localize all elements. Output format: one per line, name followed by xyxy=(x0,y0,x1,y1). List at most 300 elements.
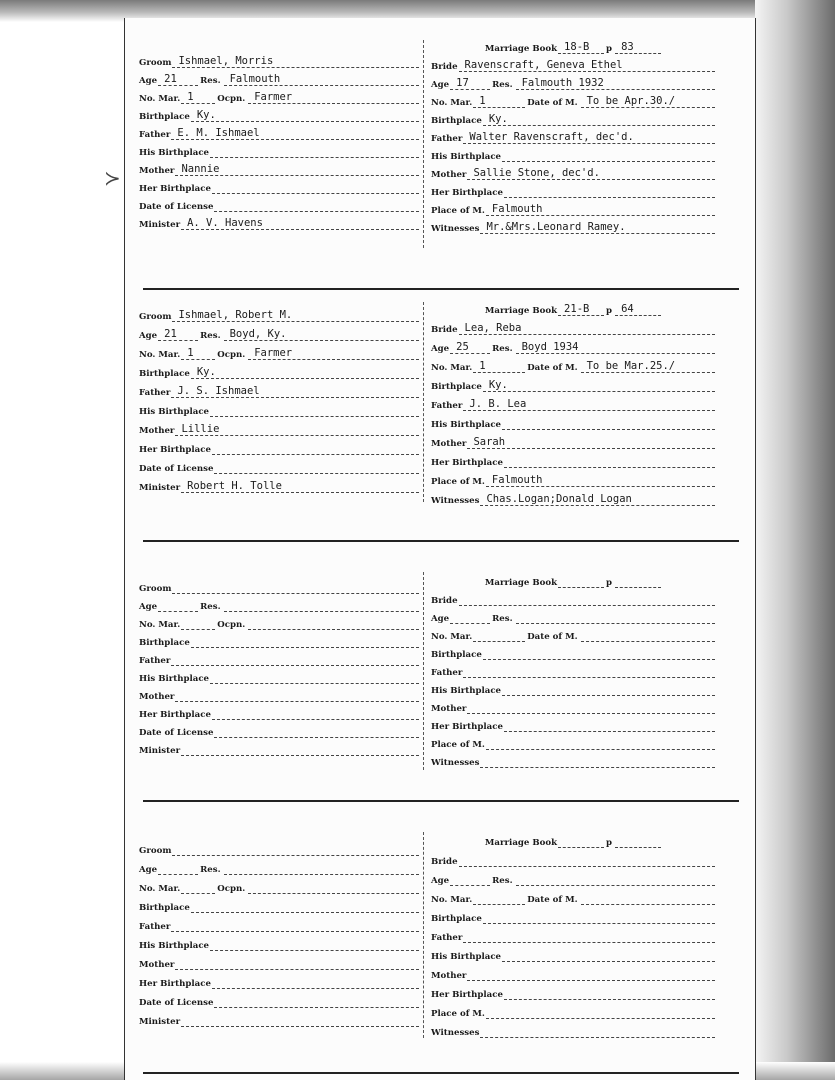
groom-row xyxy=(139,52,419,68)
column-divider xyxy=(423,832,424,1038)
date-of-license-row xyxy=(139,458,419,474)
no-mar-label: No. Mar. xyxy=(431,98,473,108)
age-label: Age xyxy=(139,865,158,875)
bride-mother-row xyxy=(431,965,715,981)
minister-label: Minister xyxy=(139,1017,181,1027)
place-of-m-row xyxy=(431,734,715,750)
groom-row xyxy=(139,578,419,594)
no-mar-label: No. Mar. xyxy=(139,94,181,104)
groom-her-birthplace-value xyxy=(212,719,419,720)
res-label: Res. xyxy=(200,76,221,86)
groom-label: Groom xyxy=(139,312,172,322)
marriage-book-label: Marriage Book xyxy=(484,44,558,54)
bride-name-value: Ravenscraft, Geneva Ethel xyxy=(459,59,715,72)
his-birthplace-label: His Birthplace xyxy=(431,152,502,162)
groom-no-mar-value: 1 xyxy=(181,91,215,104)
bride-her-birthplace-value xyxy=(504,197,715,198)
birthplace-label: Birthplace xyxy=(139,369,190,379)
bride-her-birthplace-row xyxy=(431,984,715,1000)
groom-birthplace-value: Ky. xyxy=(191,109,419,122)
bride-row xyxy=(431,590,715,606)
groom-ocpn-value: Farmer xyxy=(248,91,419,104)
date-of-m-label: Date of M. xyxy=(527,98,578,108)
her-birthplace-label: Her Birthplace xyxy=(139,710,211,720)
her-birthplace-label: Her Birthplace xyxy=(139,184,211,194)
groom-no-mar-value xyxy=(181,893,215,894)
groom-res-value: Falmouth xyxy=(224,73,419,86)
bride-birthplace-value xyxy=(483,659,715,660)
witnesses-label: Witnesses xyxy=(431,496,480,506)
column-divider xyxy=(423,40,424,248)
groom-mother-value xyxy=(175,969,419,970)
her-birthplace-row xyxy=(139,178,419,194)
groom-name-value xyxy=(172,855,419,856)
date-of-marriage-value xyxy=(581,904,715,905)
groom-mother-value: Nannie xyxy=(175,163,419,176)
groom-label: Groom xyxy=(139,584,172,594)
minister-value: Robert H. Tolle xyxy=(181,480,419,493)
groom-name-value: Ishmael, Morris xyxy=(172,55,419,68)
marriage-book-page-value xyxy=(615,587,661,588)
groom-birthplace-value: Ky. xyxy=(191,366,419,379)
witnesses-label: Witnesses xyxy=(431,224,480,234)
bride-no-mar-value xyxy=(473,641,525,642)
groom-name-value: Ishmael, Robert M. xyxy=(172,309,419,322)
father-label: Father xyxy=(431,668,463,678)
ocpn-label: Ocpn. xyxy=(217,884,246,894)
bride-his-birthplace-row xyxy=(431,414,715,430)
bride-father-value xyxy=(463,677,715,678)
bride-father-row xyxy=(431,128,715,144)
place-of-marriage-value: Falmouth xyxy=(486,203,715,216)
bride-age-res-row xyxy=(431,870,715,886)
her-birthplace-label: Her Birthplace xyxy=(431,990,503,1000)
minister-label: Minister xyxy=(139,746,181,756)
res-label: Res. xyxy=(492,876,513,886)
bride-res-value xyxy=(516,623,715,624)
bride-no-mar-row xyxy=(431,626,715,642)
marriage-book-row xyxy=(431,38,715,54)
minister-row xyxy=(139,740,419,756)
birthplace-label: Birthplace xyxy=(431,116,482,126)
her-birthplace-row xyxy=(139,704,419,720)
bride-mother-row xyxy=(431,433,715,449)
no-mar-label: No. Mar. xyxy=(431,363,473,373)
bride-his-birthplace-value xyxy=(502,695,715,696)
bride-father-value xyxy=(463,942,715,943)
witnesses-row xyxy=(431,752,715,768)
bride-father-row xyxy=(431,927,715,943)
groom-his-birthplace-value xyxy=(210,950,419,951)
his-birthplace-row xyxy=(139,142,419,158)
marriage-book-page-value: 83 xyxy=(615,41,661,54)
bride-row xyxy=(431,319,715,335)
date-of-license-value xyxy=(214,737,419,738)
groom-age-value xyxy=(158,874,198,875)
date-of-license-value xyxy=(214,211,419,212)
bride-res-value: Boyd 1934 xyxy=(516,341,715,354)
bride-age-value: 17 xyxy=(450,77,490,90)
marriage-book-label: Marriage Book xyxy=(484,306,558,316)
groom-ocpn-value xyxy=(248,893,419,894)
bride-res-value xyxy=(516,885,715,886)
bride-her-birthplace-row xyxy=(431,452,715,468)
groom-name-value xyxy=(172,593,419,594)
age-res-row xyxy=(139,325,419,341)
marriage-book-label: Marriage Book xyxy=(484,578,558,588)
date-of-m-label: Date of M. xyxy=(527,363,578,373)
bride-mother-value: Sallie Stone, dec'd. xyxy=(467,167,715,180)
place-of-m-label: Place of M. xyxy=(431,1009,485,1019)
his-birthplace-row xyxy=(139,668,419,684)
birthplace-label: Birthplace xyxy=(431,914,482,924)
birthplace-label: Birthplace xyxy=(431,650,482,660)
groom-row xyxy=(139,306,419,322)
bride-label: Bride xyxy=(431,857,458,867)
his-birthplace-label: His Birthplace xyxy=(431,420,502,430)
witnesses-value: Chas.Logan;Donald Logan xyxy=(480,493,715,506)
groom-res-value: Boyd, Ky. xyxy=(224,328,419,341)
res-label: Res. xyxy=(492,344,513,354)
marriage-book-value: 18-B xyxy=(558,41,604,54)
marriage-book-row xyxy=(431,300,715,316)
marriage-book-row xyxy=(431,832,715,848)
groom-his-birthplace-value xyxy=(210,416,419,417)
date-of-license-value xyxy=(214,1007,419,1008)
father-label: Father xyxy=(139,130,171,140)
minister-value: A. V. Havens xyxy=(181,217,419,230)
father-label: Father xyxy=(139,656,171,666)
bride-age-value: 25 xyxy=(450,341,490,354)
bride-birthplace-row xyxy=(431,376,715,392)
witnesses-label: Witnesses xyxy=(431,758,480,768)
marriage-record-4 xyxy=(125,824,755,1054)
bride-birthplace-row xyxy=(431,908,715,924)
groom-label: Groom xyxy=(139,58,172,68)
bride-father-row xyxy=(431,395,715,411)
column-divider xyxy=(423,302,424,502)
no-mar-label: No. Mar. xyxy=(139,350,181,360)
father-label: Father xyxy=(431,401,463,411)
groom-his-birthplace-value xyxy=(210,683,419,684)
groom-his-birthplace-value xyxy=(210,157,419,158)
birthplace-row xyxy=(139,363,419,379)
ocpn-label: Ocpn. xyxy=(217,350,246,360)
witnesses-row xyxy=(431,490,715,506)
bride-name-value xyxy=(459,866,715,867)
groom-father-value: E. M. Ishmael xyxy=(171,127,419,140)
groom-father-value xyxy=(171,931,419,932)
place-of-m-row xyxy=(431,471,715,487)
age-res-row xyxy=(139,70,419,86)
age-label: Age xyxy=(431,614,450,624)
groom-father-value xyxy=(171,665,419,666)
birthplace-label: Birthplace xyxy=(139,112,190,122)
bride-her-birthplace-row xyxy=(431,716,715,732)
her-birthplace-label: Her Birthplace xyxy=(139,979,211,989)
mother-label: Mother xyxy=(431,170,467,180)
bride-his-birthplace-row xyxy=(431,146,715,162)
groom-res-value xyxy=(224,874,419,875)
bride-mother-value: Sarah xyxy=(467,436,715,449)
date-of-license-label: Date of License xyxy=(139,464,214,474)
bride-her-birthplace-value xyxy=(504,999,715,1000)
minister-row xyxy=(139,1011,419,1027)
witnesses-value: Mr.&Mrs.Leonard Ramey. xyxy=(480,221,715,234)
record-separator xyxy=(143,1072,739,1074)
his-birthplace-row xyxy=(139,401,419,417)
ocpn-label: Ocpn. xyxy=(217,620,246,630)
mother-row xyxy=(139,160,419,176)
bride-name-value xyxy=(459,605,715,606)
res-label: Res. xyxy=(200,331,221,341)
marriage-book-page-value: 64 xyxy=(615,303,661,316)
groom-her-birthplace-value xyxy=(212,988,419,989)
witnesses-row xyxy=(431,218,715,234)
bride-her-birthplace-value xyxy=(504,731,715,732)
marriage-book-row xyxy=(431,572,715,588)
father-label: Father xyxy=(139,922,171,932)
marriage-record-2 xyxy=(125,294,755,534)
bride-birthplace-value: Ky. xyxy=(483,379,715,392)
no-mar-label: No. Mar. xyxy=(431,895,473,905)
record-separator xyxy=(143,288,739,290)
father-row xyxy=(139,124,419,140)
minister-value xyxy=(181,1026,419,1027)
bride-mother-row xyxy=(431,698,715,714)
bride-his-birthplace-row xyxy=(431,946,715,962)
date-of-m-label: Date of M. xyxy=(527,895,578,905)
her-birthplace-row xyxy=(139,439,419,455)
mother-label: Mother xyxy=(431,971,467,981)
place-of-m-label: Place of M. xyxy=(431,477,485,487)
date-of-marriage-value xyxy=(581,641,715,642)
groom-res-value xyxy=(224,611,419,612)
her-birthplace-label: Her Birthplace xyxy=(431,458,503,468)
mother-label: Mother xyxy=(431,439,467,449)
date-of-license-value xyxy=(214,473,419,474)
bride-her-birthplace-value xyxy=(504,467,715,468)
place-of-m-label: Place of M. xyxy=(431,206,485,216)
age-label: Age xyxy=(139,331,158,341)
groom-label: Groom xyxy=(139,846,172,856)
place-of-marriage-value xyxy=(486,1018,715,1019)
age-label: Age xyxy=(431,344,450,354)
her-birthplace-label: Her Birthplace xyxy=(431,188,503,198)
his-birthplace-label: His Birthplace xyxy=(139,674,210,684)
bride-label: Bride xyxy=(431,325,458,335)
groom-birthplace-value xyxy=(191,647,419,648)
bride-no-mar-value: 1 xyxy=(473,360,525,373)
bride-no-mar-value xyxy=(473,904,525,905)
groom-ocpn-value xyxy=(248,629,419,630)
bride-father-row xyxy=(431,662,715,678)
record-separator xyxy=(143,800,739,802)
mother-label: Mother xyxy=(139,426,175,436)
bride-no-mar-row xyxy=(431,92,715,108)
mother-row xyxy=(139,420,419,436)
age-label: Age xyxy=(431,876,450,886)
age-label: Age xyxy=(139,602,158,612)
register-page xyxy=(124,18,756,1080)
father-label: Father xyxy=(139,388,171,398)
margin-bracket-mark: ≻ xyxy=(104,166,121,190)
groom-row xyxy=(139,840,419,856)
groom-age-value: 21 xyxy=(158,328,198,341)
bride-birthplace-value: Ky. xyxy=(483,113,715,126)
page-label: p xyxy=(606,838,613,848)
minister-row xyxy=(139,477,419,493)
res-label: Res. xyxy=(492,80,513,90)
marriage-book-value: 21-B xyxy=(558,303,604,316)
groom-father-value: J. S. Ishmael xyxy=(171,385,419,398)
date-of-marriage-value: To be Mar.25./ xyxy=(581,360,715,373)
groom-no-mar-value: 1 xyxy=(181,347,215,360)
father-row xyxy=(139,916,419,932)
mother-label: Mother xyxy=(431,704,467,714)
bride-age-value xyxy=(450,623,490,624)
marriage-book-label: Marriage Book xyxy=(484,838,558,848)
mother-row xyxy=(139,954,419,970)
age-res-row xyxy=(139,596,419,612)
groom-age-value: 21 xyxy=(158,73,198,86)
bride-mother-value xyxy=(467,980,715,981)
father-label: Father xyxy=(431,933,463,943)
birthplace-row xyxy=(139,106,419,122)
age-label: Age xyxy=(139,76,158,86)
page-label: p xyxy=(606,578,613,588)
place-of-m-row xyxy=(431,200,715,216)
no-mar-label: No. Mar. xyxy=(139,884,181,894)
birthplace-label: Birthplace xyxy=(431,382,482,392)
minister-label: Minister xyxy=(139,483,181,493)
bride-father-value: Walter Ravenscraft, dec'd. xyxy=(463,131,715,144)
bride-his-birthplace-value xyxy=(502,429,715,430)
date-of-m-label: Date of M. xyxy=(527,632,578,642)
date-of-license-row xyxy=(139,722,419,738)
birthplace-row xyxy=(139,632,419,648)
column-divider xyxy=(423,572,424,770)
bride-row xyxy=(431,851,715,867)
her-birthplace-row xyxy=(139,973,419,989)
bride-his-birthplace-value xyxy=(502,961,715,962)
bride-his-birthplace-value xyxy=(502,161,715,162)
bride-name-value: Lea, Reba xyxy=(459,322,715,335)
witnesses-label: Witnesses xyxy=(431,1028,480,1038)
groom-mother-value: Lillie xyxy=(175,423,419,436)
mother-row xyxy=(139,686,419,702)
bride-birthplace-value xyxy=(483,923,715,924)
birthplace-row xyxy=(139,897,419,913)
date-of-license-label: Date of License xyxy=(139,998,214,1008)
bride-his-birthplace-row xyxy=(431,680,715,696)
no-mar-row xyxy=(139,614,419,630)
bride-no-mar-value: 1 xyxy=(473,95,525,108)
marriage-record-3 xyxy=(125,564,755,784)
his-birthplace-label: His Birthplace xyxy=(139,407,210,417)
date-of-license-row xyxy=(139,992,419,1008)
res-label: Res. xyxy=(492,614,513,624)
bride-age-res-row xyxy=(431,338,715,354)
place-of-marriage-value: Falmouth xyxy=(486,474,715,487)
his-birthplace-row xyxy=(139,935,419,951)
birthplace-label: Birthplace xyxy=(139,638,190,648)
res-label: Res. xyxy=(200,602,221,612)
minister-label: Minister xyxy=(139,220,181,230)
father-label: Father xyxy=(431,134,463,144)
place-of-m-label: Place of M. xyxy=(431,740,485,750)
res-label: Res. xyxy=(200,865,221,875)
mother-label: Mother xyxy=(139,166,175,176)
bride-father-value: J. B. Lea xyxy=(463,398,715,411)
his-birthplace-label: His Birthplace xyxy=(139,941,210,951)
bride-label: Bride xyxy=(431,62,458,72)
groom-ocpn-value: Farmer xyxy=(248,347,419,360)
record-separator xyxy=(143,540,739,542)
age-label: Age xyxy=(431,80,450,90)
witnesses-row xyxy=(431,1022,715,1038)
bride-age-res-row xyxy=(431,608,715,624)
page-label: p xyxy=(606,44,613,54)
bride-res-value: Falmouth 1932 xyxy=(516,77,715,90)
bride-mother-value xyxy=(467,713,715,714)
place-of-m-row xyxy=(431,1003,715,1019)
bride-age-res-row xyxy=(431,74,715,90)
no-mar-label: No. Mar. xyxy=(431,632,473,642)
his-birthplace-label: His Birthplace xyxy=(431,686,502,696)
ocpn-label: Ocpn. xyxy=(217,94,246,104)
groom-age-value xyxy=(158,611,198,612)
mother-label: Mother xyxy=(139,960,175,970)
her-birthplace-label: Her Birthplace xyxy=(431,722,503,732)
date-of-license-label: Date of License xyxy=(139,202,214,212)
no-mar-label: No. Mar. xyxy=(139,620,181,630)
groom-mother-value xyxy=(175,701,419,702)
minister-value xyxy=(181,755,419,756)
groom-birthplace-value xyxy=(191,912,419,913)
mother-label: Mother xyxy=(139,692,175,702)
witnesses-value xyxy=(480,767,715,768)
bride-birthplace-row xyxy=(431,110,715,126)
bride-label: Bride xyxy=(431,596,458,606)
date-of-license-row xyxy=(139,196,419,212)
bride-her-birthplace-row xyxy=(431,182,715,198)
his-birthplace-label: His Birthplace xyxy=(139,148,210,158)
no-mar-row xyxy=(139,88,419,104)
groom-no-mar-value xyxy=(181,629,215,630)
marriage-book-value xyxy=(558,847,604,848)
bride-age-value xyxy=(450,885,490,886)
place-of-marriage-value xyxy=(486,749,715,750)
age-res-row xyxy=(139,859,419,875)
her-birthplace-label: Her Birthplace xyxy=(139,445,211,455)
no-mar-row xyxy=(139,878,419,894)
bride-no-mar-row xyxy=(431,357,715,373)
page-label: p xyxy=(606,306,613,316)
minister-row xyxy=(139,214,419,230)
groom-her-birthplace-value xyxy=(212,193,419,194)
bride-birthplace-row xyxy=(431,644,715,660)
bride-row xyxy=(431,56,715,72)
bride-no-mar-row xyxy=(431,889,715,905)
bride-mother-row xyxy=(431,164,715,180)
marriage-book-page-value xyxy=(615,847,661,848)
birthplace-label: Birthplace xyxy=(139,903,190,913)
witnesses-value xyxy=(480,1037,715,1038)
groom-her-birthplace-value xyxy=(212,454,419,455)
date-of-marriage-value: To be Apr.30./ xyxy=(581,95,715,108)
date-of-license-label: Date of License xyxy=(139,728,214,738)
